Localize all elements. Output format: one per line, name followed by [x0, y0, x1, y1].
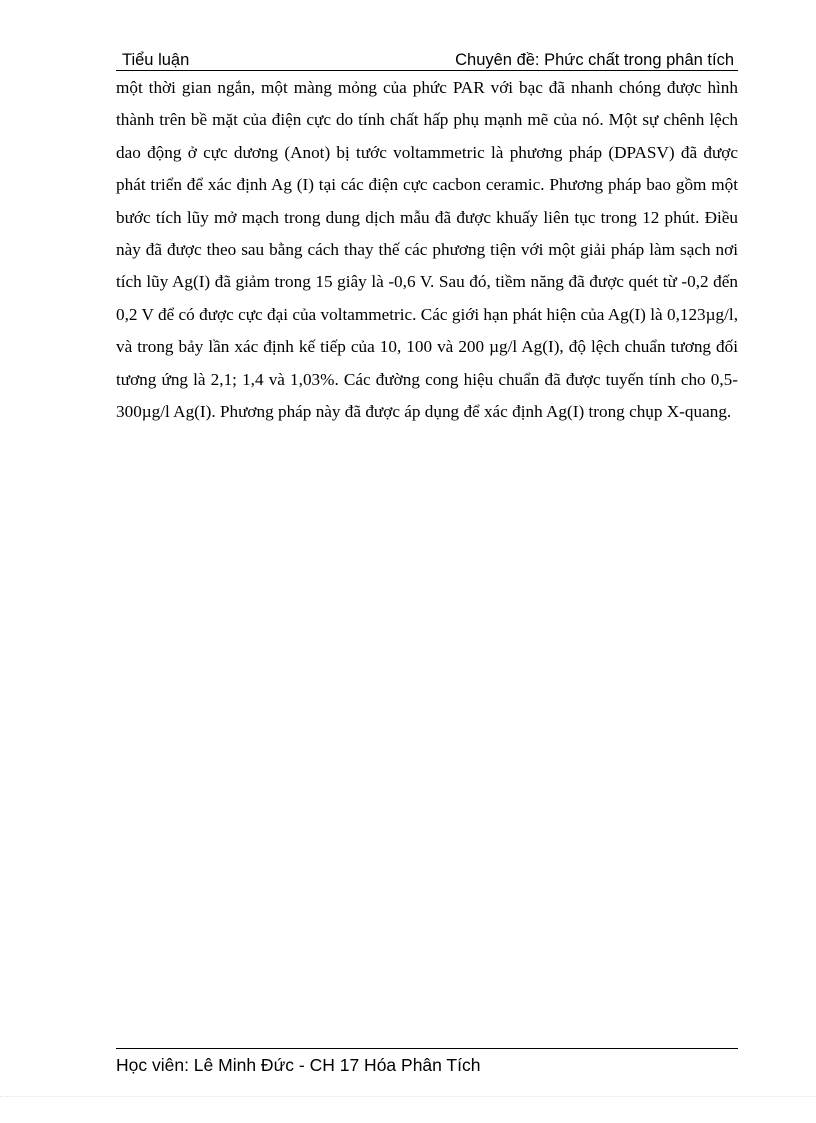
header-right-title: Chuyên đề: Phức chất trong phân tích: [455, 51, 734, 69]
header-left-title: Tiểu luận: [122, 51, 190, 69]
body-paragraph: một thời gian ngắn, một màng mỏng của phức PAR với bạc đã nhanh chóng được hình thành trên bề mặt của điện cực do tính chất hấp phụ mạnh mẽ của nó. Một sự chênh lệch dao động ở cực dương (Anot) bị tước voltammetric là phương pháp (DPASV) đã được phát triển để xác định Ag (I) tại các điện cực cacbon ceramic. Phương pháp bao gồm một bước tích lũy mở mạch trong dung dịch mẫu đã được khuấy liên tục trong 12 phút. Điều này đã được theo sau bằng cách thay thế các phương tiện với một giải pháp làm sạch nơi tích lũy Ag(I) đã giảm trong 15 giây là -0,6 V. Sau đó, tiềm năng đã được quét từ -0,2 đến 0,2 V để có được cực đại của voltammetric. Các giới hạn phát hiện của Ag(I) là 0,123µg/l, và trong bảy lần xác định kế tiếp của 10, 100 và 200 µg/l Ag(I), độ lệch chuẩn tương đối tương ứng là 2,1; 1,4 và 1,03%. Các đường cong hiệu chuẩn đã được tuyến tính cho 0,5-300µg/l Ag(I). Phương pháp này đã được áp dụng để xác định Ag(I) trong chụp X-quang.: [116, 78, 738, 422]
footer-divider: [116, 1048, 738, 1049]
page-header: [116, 50, 738, 71]
page-footer: Học viên: Lê Minh Đức - CH 17 Hóa Phân Tích: [116, 1055, 481, 1075]
page-bottom-border: [0, 1096, 816, 1097]
